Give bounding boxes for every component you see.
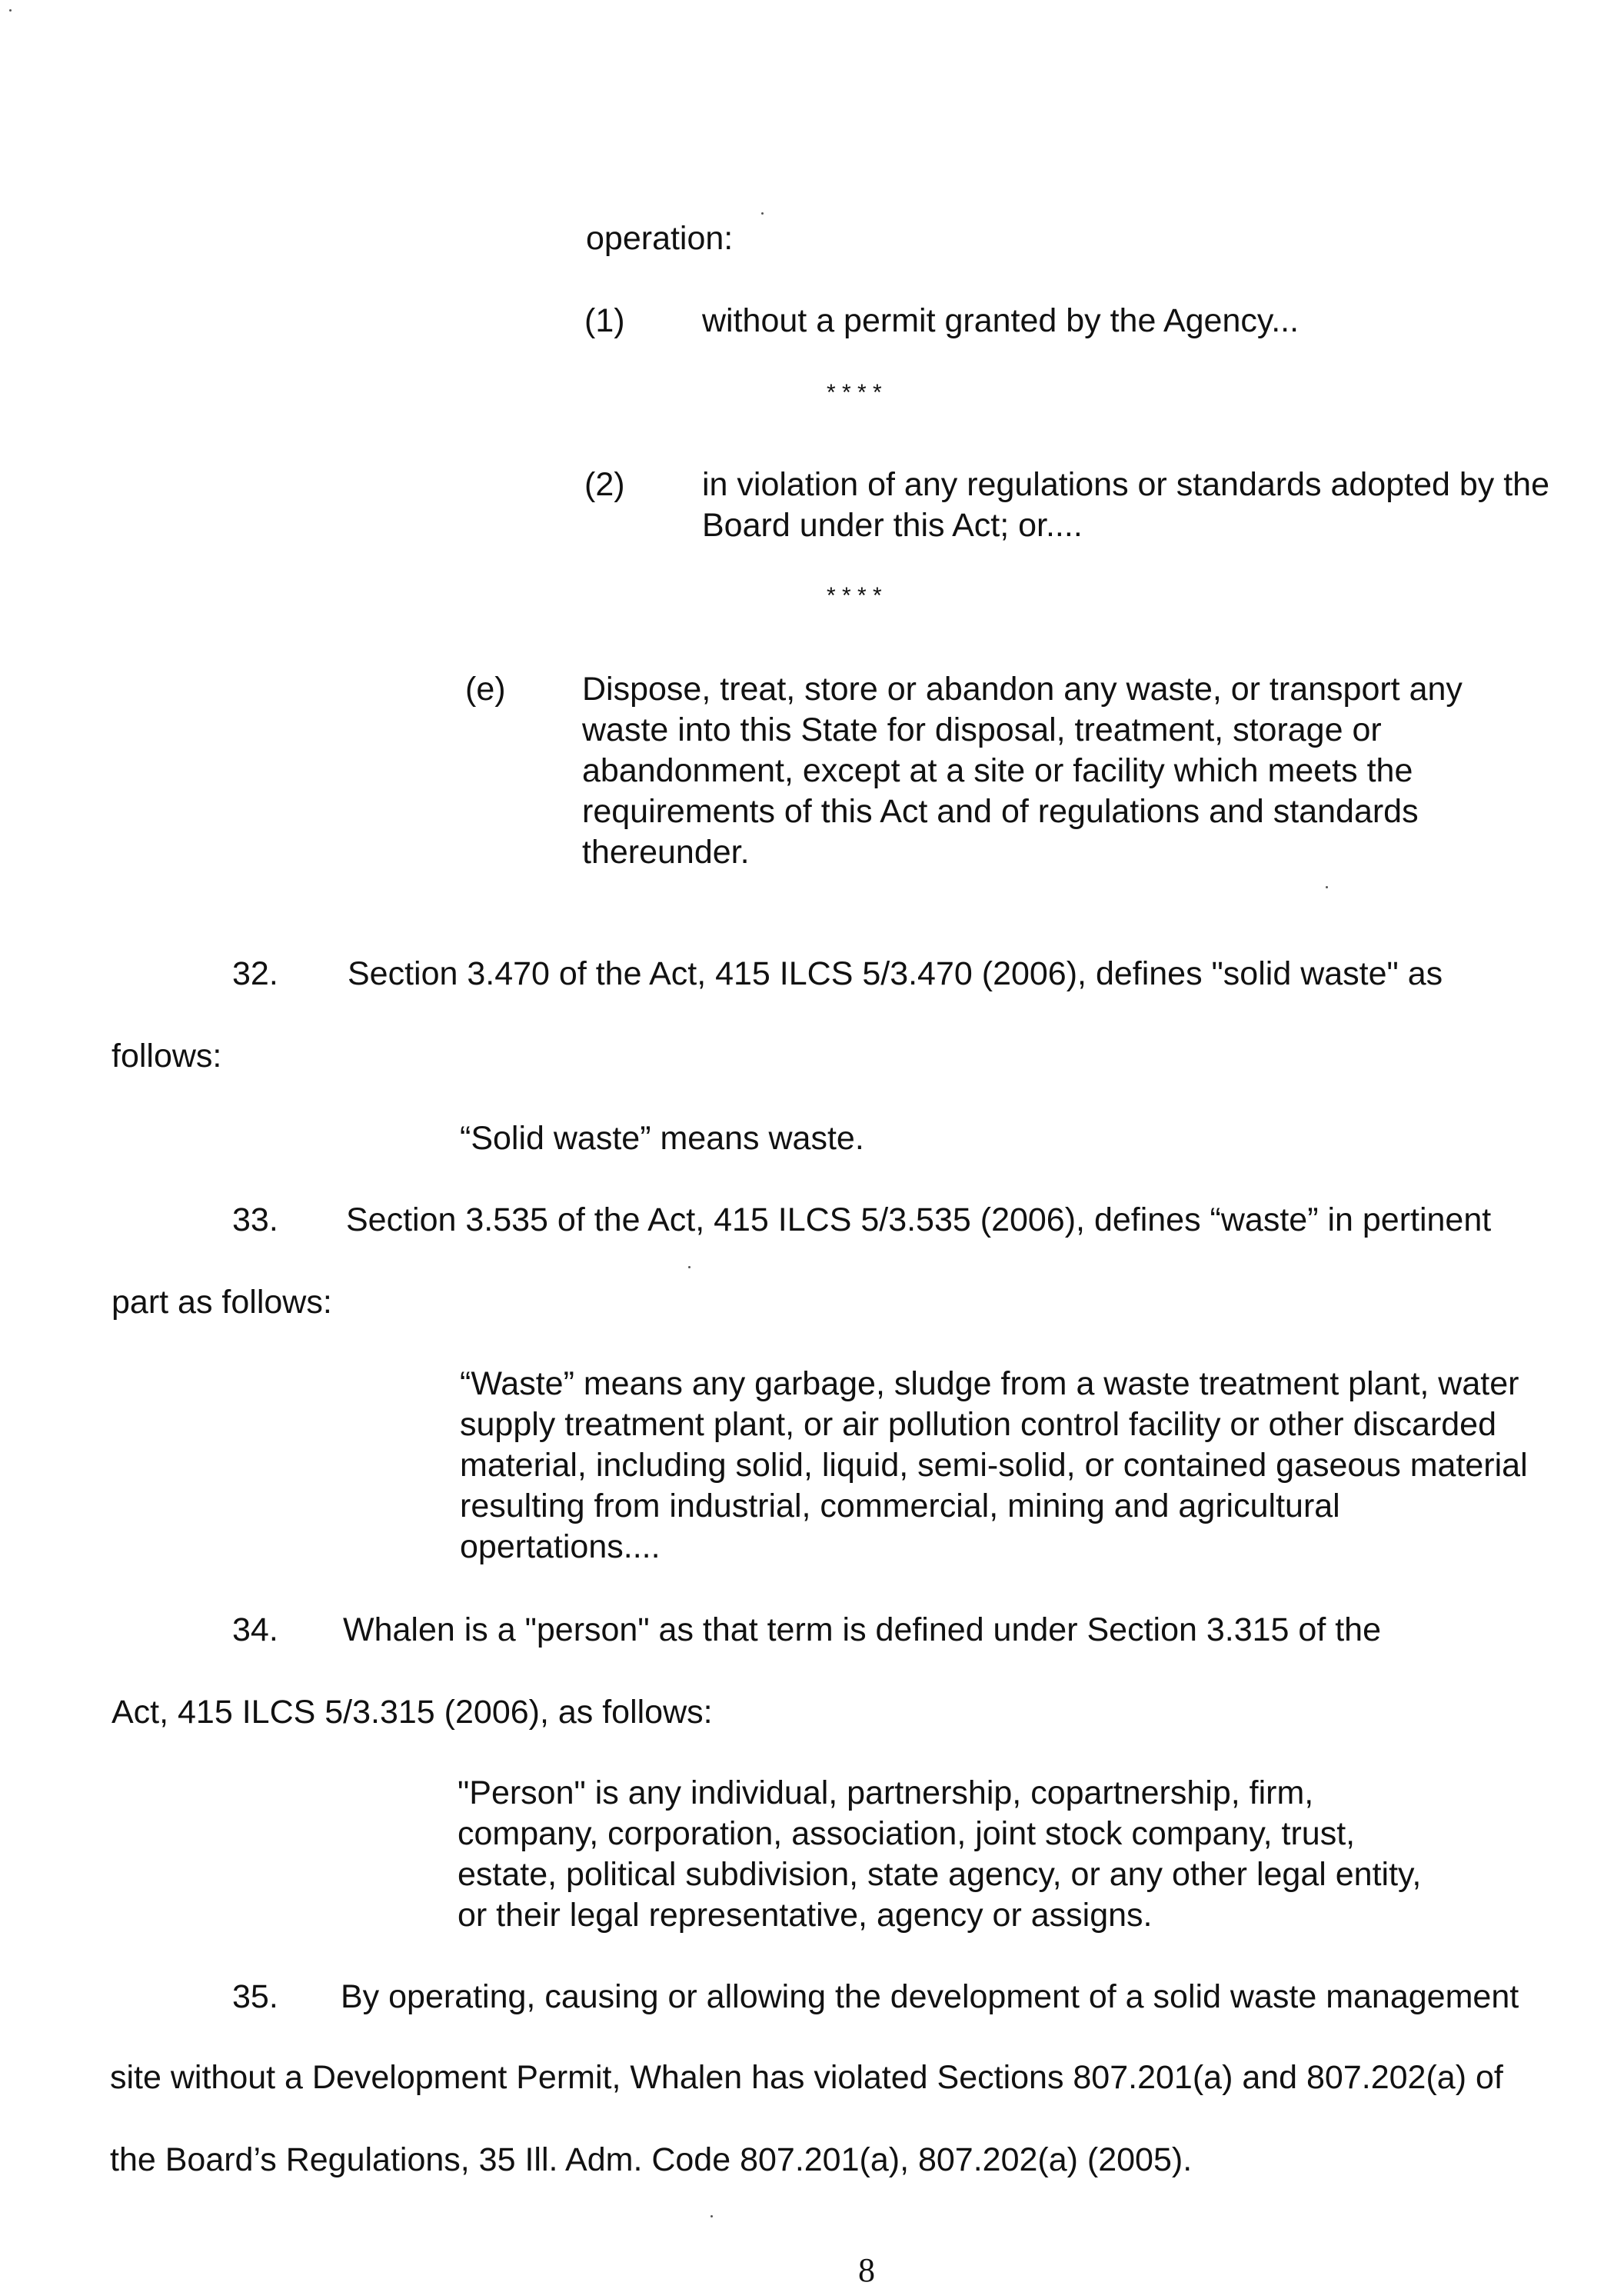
scan-speck: [710, 2215, 713, 2217]
waste-definition: supply treatment plant, or air pollution control facility or other discarded: [460, 1406, 1497, 1443]
item-e-number: (e): [465, 671, 506, 708]
item-2-text: Board under this Act; or....: [702, 507, 1083, 544]
scan-speck: [761, 212, 764, 215]
paragraph-35-text: By operating, causing or allowing the development of a solid waste management: [341, 1978, 1519, 2015]
solid-waste-definition: “Solid waste” means waste.: [460, 1120, 864, 1157]
ellipsis-stars: * * * *: [827, 583, 882, 608]
person-definition: or their legal representative, agency or assigns.: [458, 1897, 1153, 1934]
paragraph-35-number: 35.: [232, 1978, 278, 2015]
paragraph-35-text: the Board’s Regulations, 35 Ill. Adm. Code 807.201(a), 807.202(a) (2005).: [110, 2141, 1193, 2178]
person-definition: "Person" is any individual, partnership, copartnership, firm,: [458, 1774, 1314, 1811]
paragraph-33-text: part as follows:: [111, 1284, 332, 1321]
item-e-text: abandonment, except at a site or facility which meets the: [582, 752, 1413, 789]
item-e-text: thereunder.: [582, 834, 750, 871]
paragraph-32-number: 32.: [232, 955, 278, 992]
item-e-text: waste into this State for disposal, treatment, storage or: [582, 711, 1382, 748]
waste-definition: opertations....: [460, 1528, 661, 1565]
item-2-number: (2): [584, 466, 625, 503]
paragraph-32-text: follows:: [111, 1038, 222, 1075]
waste-definition: resulting from industrial, commercial, mining and agricultural: [460, 1488, 1340, 1524]
paragraph-32-text: Section 3.470 of the Act, 415 ILCS 5/3.470 (2006), defines "solid waste" as: [348, 955, 1443, 992]
item-1-text: without a permit granted by the Agency...: [702, 302, 1300, 339]
paragraph-33-text: Section 3.535 of the Act, 415 ILCS 5/3.535 (2006), defines “waste” in pertinent: [346, 1201, 1492, 1238]
scan-speck: [688, 1266, 691, 1268]
item-e-text: requirements of this Act and of regulations and standards: [582, 793, 1419, 830]
item-2-text: in violation of any regulations or standards adopted by the: [702, 466, 1550, 503]
waste-definition: “Waste” means any garbage, sludge from a waste treatment plant, water: [460, 1365, 1519, 1402]
item-1-number: (1): [584, 302, 625, 339]
waste-definition: material, including solid, liquid, semi-solid, or contained gaseous material: [460, 1447, 1528, 1484]
paragraph-34-number: 34.: [232, 1611, 278, 1648]
scan-speck: [9, 9, 12, 12]
ellipsis-stars: * * * *: [827, 380, 882, 405]
scan-speck: [1326, 886, 1328, 888]
paragraph-33-number: 33.: [232, 1201, 278, 1238]
operation-line: operation:: [586, 220, 734, 257]
person-definition: estate, political subdivision, state agency, or any other legal entity,: [458, 1856, 1422, 1893]
paragraph-34-text: Whalen is a "person" as that term is defined under Section 3.315 of the: [343, 1611, 1381, 1648]
person-definition: company, corporation, association, joint stock company, trust,: [458, 1815, 1356, 1852]
paragraph-34-text: Act, 415 ILCS 5/3.315 (2006), as follows:: [111, 1694, 713, 1731]
item-e-text: Dispose, treat, store or abandon any waste, or transport any: [582, 671, 1463, 708]
paragraph-35-text: site without a Development Permit, Whalen has violated Sections 807.201(a) and 807.202(a) of: [110, 2059, 1503, 2096]
page-number: 8: [858, 2251, 875, 2289]
